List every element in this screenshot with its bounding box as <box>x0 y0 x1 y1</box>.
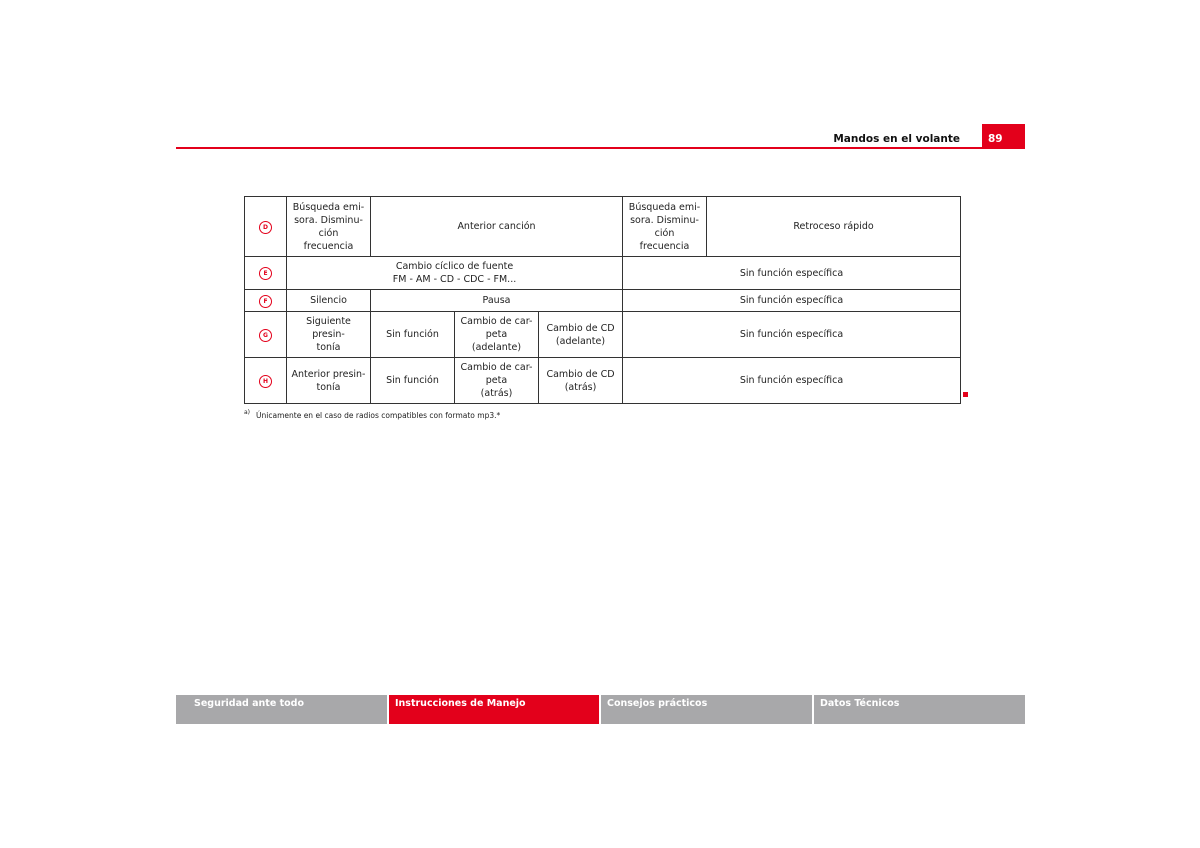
table-cell: Sin función específica <box>623 358 961 404</box>
marker-e-icon: E <box>259 267 272 280</box>
table-row <box>245 197 961 257</box>
table-cell: Siguiente presin- tonía <box>287 312 371 358</box>
table-row <box>245 290 961 312</box>
table-cell: Sin función <box>371 358 455 404</box>
table-cell: Silencio <box>287 290 371 312</box>
table-cell: Sin función específica <box>623 312 961 358</box>
section-title: Mandos en el volante <box>833 133 960 145</box>
footnote <box>244 411 500 420</box>
header-rule <box>176 147 982 149</box>
footnote-text: Únicamente en el caso de radios compatibles con formato mp3.* <box>256 411 501 420</box>
table-cell: Sin función <box>371 312 455 358</box>
table-cell: Cambio de CD (atrás) <box>539 358 623 404</box>
marker-d-icon: D <box>259 221 272 234</box>
chapter-nav <box>176 695 1025 724</box>
row-marker-cell <box>245 312 287 358</box>
table-cell: Cambio de car- peta (adelante) <box>455 312 539 358</box>
page-number: 89 <box>982 124 1025 149</box>
marker-f-icon: F <box>259 295 272 308</box>
row-marker-cell <box>245 197 287 257</box>
row-marker-cell <box>245 358 287 404</box>
table-cell: Cambio de car- peta (atrás) <box>455 358 539 404</box>
marker-h-icon: H <box>259 375 272 388</box>
table-cell: Pausa <box>371 290 623 312</box>
table-cell: Anterior canción <box>371 197 623 257</box>
table-row <box>245 312 961 358</box>
table-cell: Cambio cíclico de fuente FM - AM - CD - CDC - FM... <box>287 257 623 290</box>
row-marker-cell <box>245 257 287 290</box>
footnote-marker: a) <box>244 409 251 416</box>
end-of-section-marker <box>963 392 968 397</box>
table-cell: Sin función específica <box>623 290 961 312</box>
nav-tab-datos[interactable]: Datos Técnicos <box>814 695 1025 724</box>
steering-controls-table <box>244 196 961 404</box>
table-cell: Retroceso rápido <box>707 197 961 257</box>
table-cell: Sin función específica <box>623 257 961 290</box>
table-cell: Cambio de CD (adelante) <box>539 312 623 358</box>
table-row <box>245 358 961 404</box>
table-cell: Búsqueda emi- sora. Disminu- ción frecuencia <box>287 197 371 257</box>
table-cell: Búsqueda emi- sora. Disminu- ción frecuencia <box>623 197 707 257</box>
row-marker-cell <box>245 290 287 312</box>
table-row <box>245 257 961 290</box>
table-cell: Anterior presin- tonía <box>287 358 371 404</box>
nav-tab-instrucciones[interactable]: Instrucciones de Manejo <box>389 695 599 724</box>
marker-g-icon: G <box>259 329 272 342</box>
nav-tab-consejos[interactable]: Consejos prácticos <box>601 695 812 724</box>
nav-tab-seguridad[interactable]: Seguridad ante todo <box>176 695 387 724</box>
